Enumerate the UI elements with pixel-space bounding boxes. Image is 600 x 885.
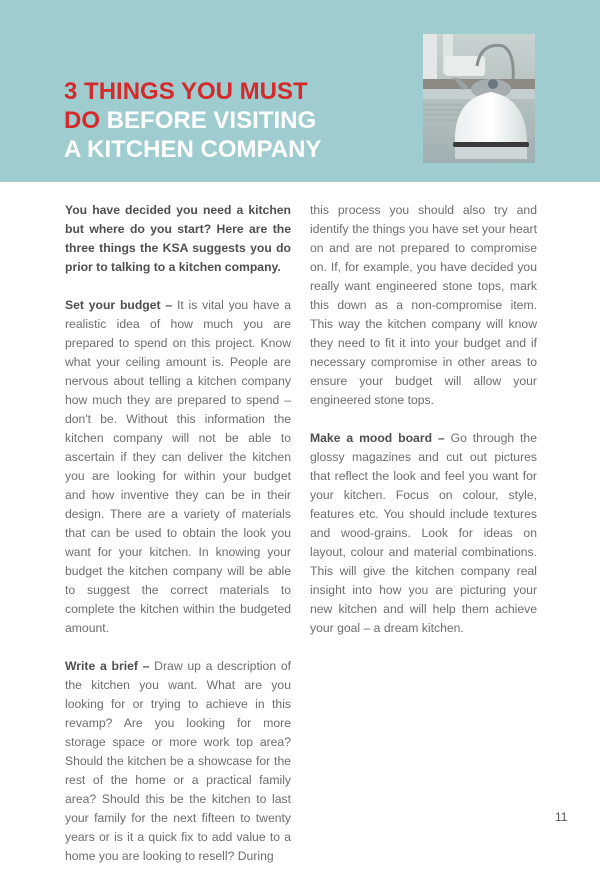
kettle-photo	[423, 34, 535, 163]
page-number: 11	[555, 810, 568, 824]
title-red: 3 THINGS YOU MUST	[64, 78, 308, 105]
section-heading: Make a mood board –	[310, 431, 445, 445]
header-band	[0, 0, 600, 182]
section-body: It is vital you have a realistic idea of how much you are prepared to spend on this project. Know what your ceiling amount is. People are nervous about telling a kitchen company how much they are prepared to spend – don't be. Without this information the kitchen company will not be able to ascertain if they can deliver the kitchen you are looking for within your budget and how inventive they can be in their design. There are a variety of materials that can be used to obtain the look you want for your kitchen. In knowing your budget the kitchen company will be able to suggest the correct materials to complete the kitchen within the budgeted amount.	[65, 298, 292, 635]
intro-paragraph: You have decided you need a kitchen but where do you start? Here are the three things the KSA suggests you do prior to talking to a kitchen company.	[65, 203, 291, 274]
section-brief-continued: this process you should also try and identify the things you have set your heart on and are not prepared to compromise on. If, for example, you have decided you really want engineered stone tops, mark this down as a non-compromise item. This way the kitchen company will know they need to fit it into your budget and if necessary compromise in other areas to ensure your budget will allow your engineered stone tops.	[310, 203, 537, 407]
page-title	[64, 77, 321, 164]
column-right	[310, 201, 537, 657]
section-body: Go through the glossy magazines and cut out pictures that reflect the look and feel you want for your kitchen. Focus on colour, style, features etc. You should include textures and wood-grains. Look for ideas on layout, colour and material combinations. This will give the kitchen company real insight into how you are picturing your new kitchen and will help them achieve your goal – a dream kitchen.	[310, 431, 537, 635]
section-heading: Write a brief –	[65, 659, 150, 673]
section-mood-board	[310, 429, 537, 638]
section-body: Draw up a description of the kitchen you want. What are you looking for or trying to achieve in this revamp? Are you looking for more storage space or more work top area? Should the kitchen be a showcase for the rest of the home or a practical family area? Should this be the kitchen to last your family for the next fifteen to twenty years or is it a quick fix to add value to a home you are looking to resell? During	[65, 659, 292, 863]
column-left	[65, 201, 291, 885]
title-red-2: DO	[64, 107, 101, 134]
kettle-illustration	[423, 34, 535, 163]
section-budget	[65, 296, 291, 638]
title-white: BEFORE VISITING	[100, 107, 317, 134]
section-brief	[65, 657, 291, 866]
title-white-2: A KITCHEN COMPANY	[64, 136, 322, 163]
section-heading: Set your budget –	[65, 298, 173, 312]
